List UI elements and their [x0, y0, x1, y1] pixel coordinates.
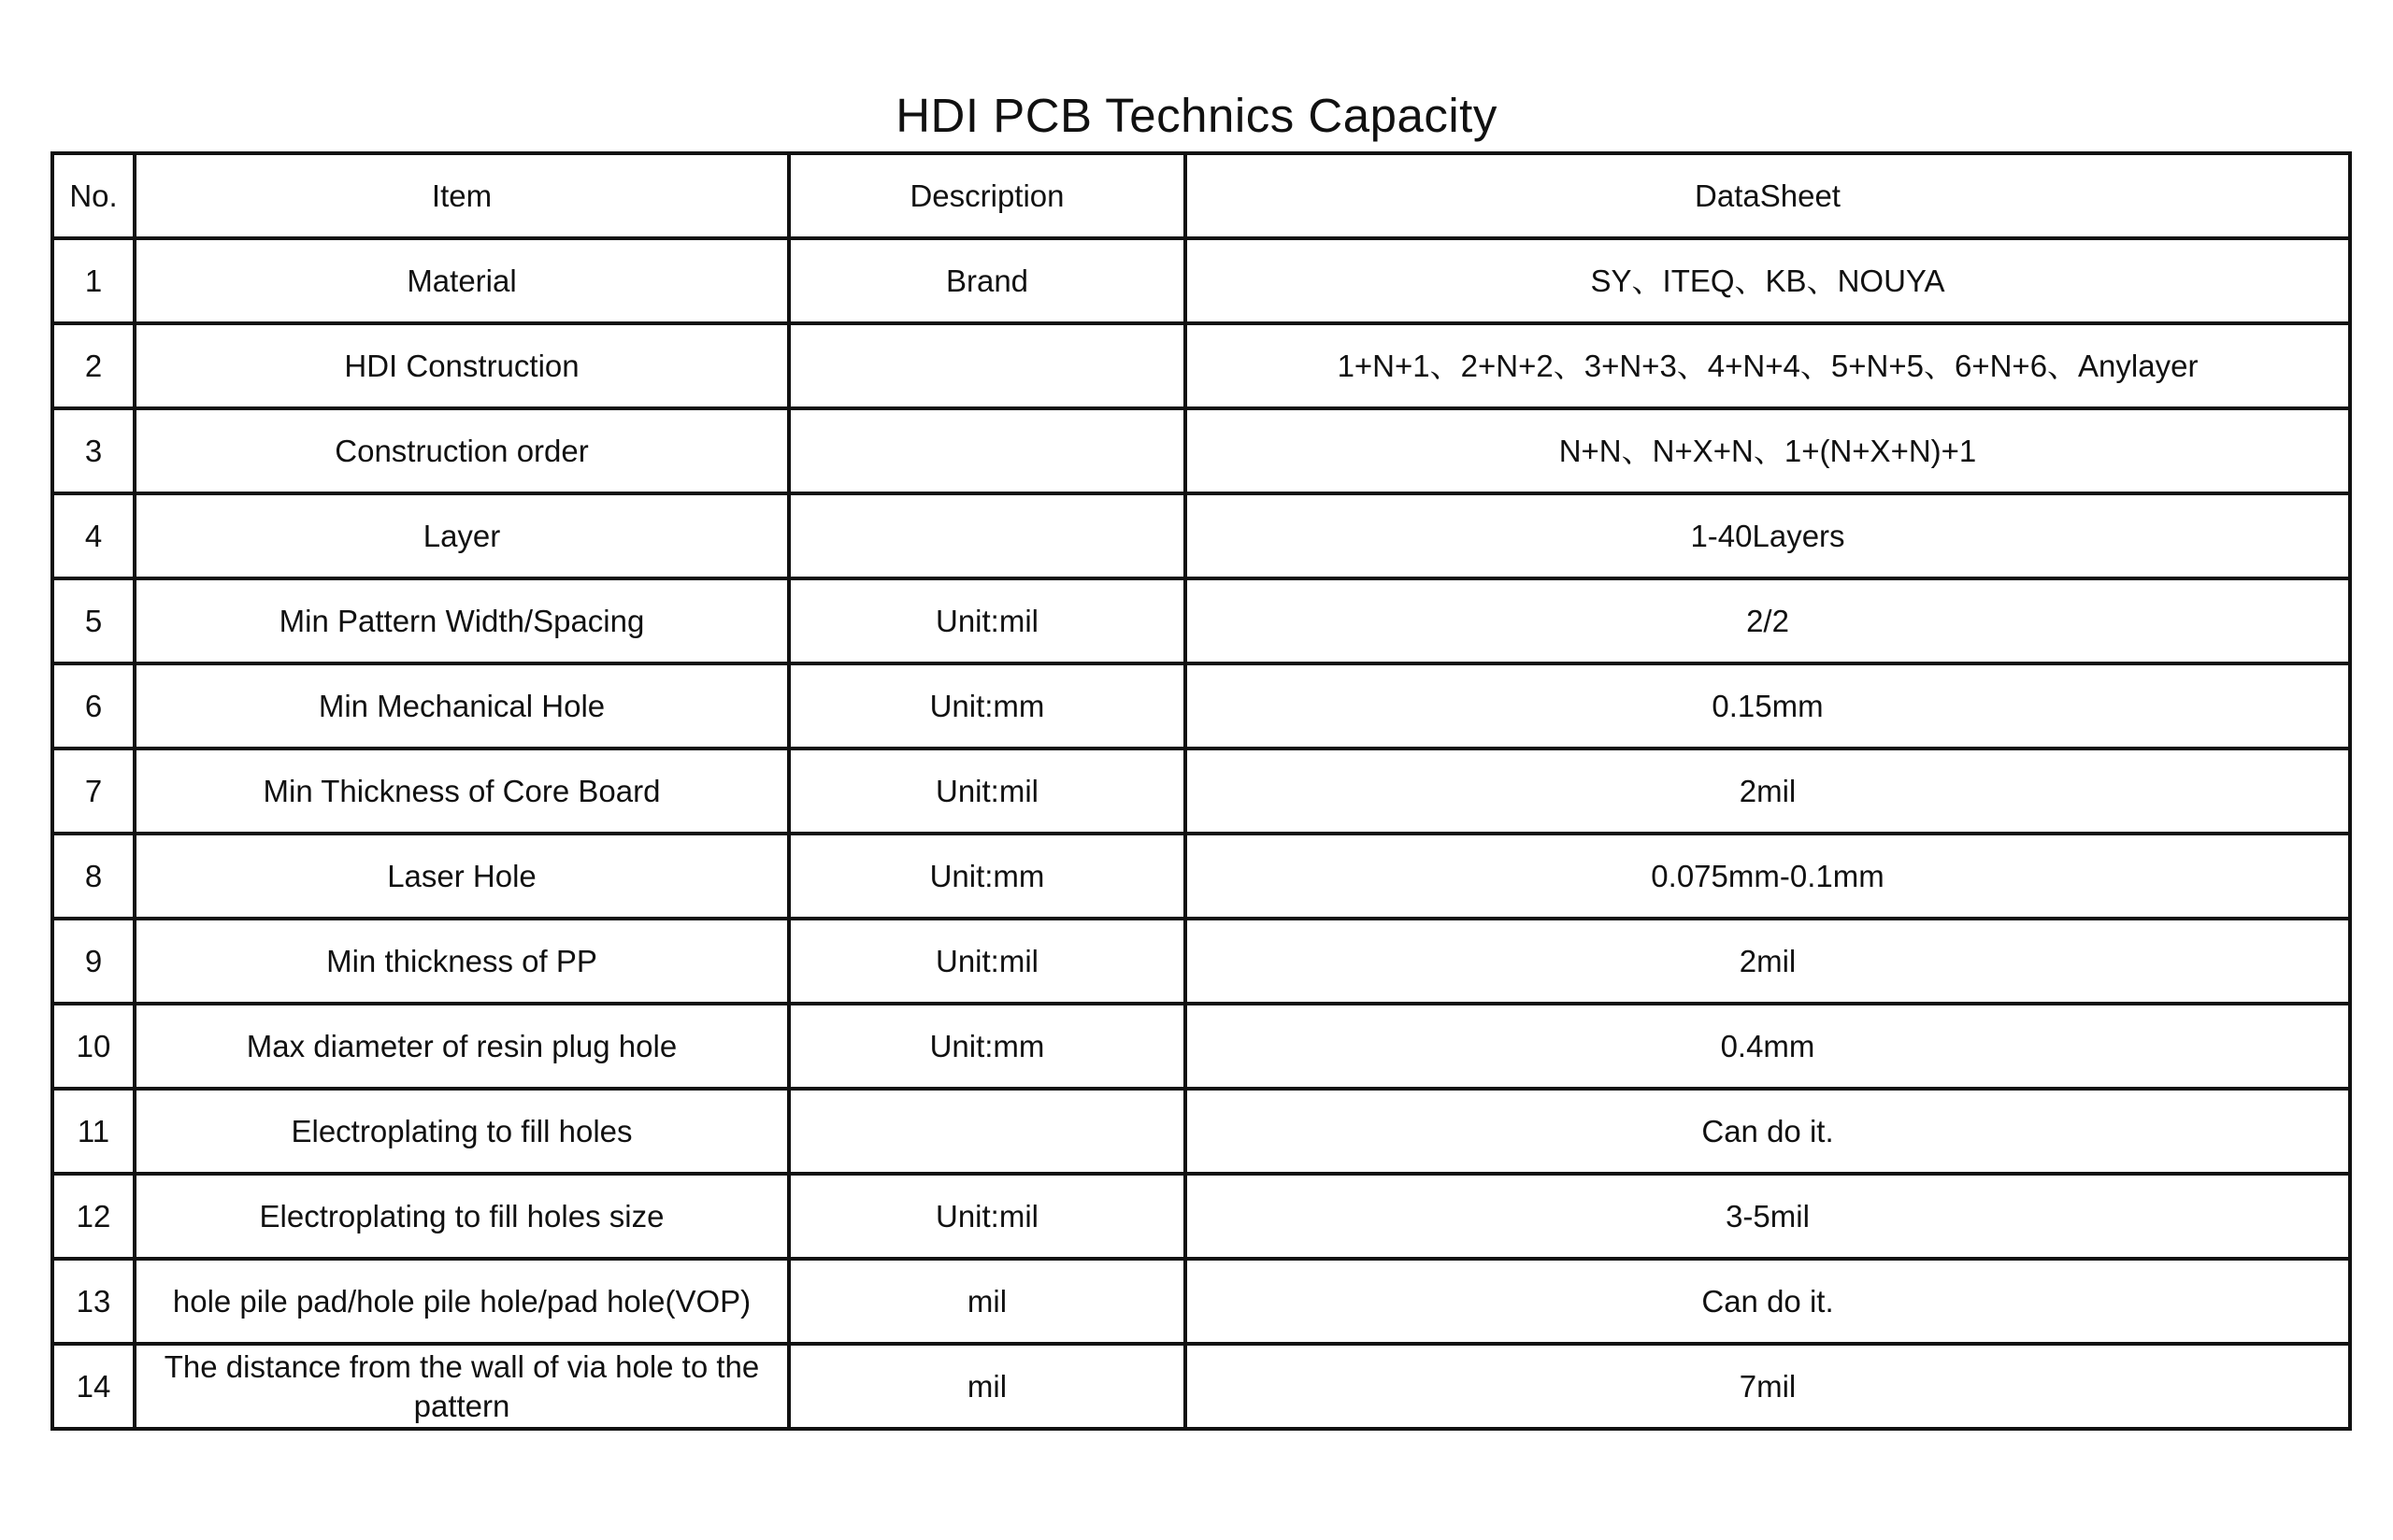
- cell-datasheet: 1-40Layers: [1185, 493, 2350, 578]
- table-row: [52, 238, 2350, 323]
- table-row: [52, 1004, 2350, 1089]
- cell-no: 14: [52, 1344, 135, 1429]
- table-row: [52, 578, 2350, 663]
- spec-table: [50, 151, 2352, 1431]
- cell-description: mil: [789, 1259, 1185, 1344]
- cell-no: 1: [52, 238, 135, 323]
- cell-item: Min thickness of PP: [135, 919, 789, 1004]
- cell-no: 10: [52, 1004, 135, 1089]
- header-no: No.: [52, 153, 135, 238]
- cell-item: Max diameter of resin plug hole: [135, 1004, 789, 1089]
- header-datasheet: DataSheet: [1185, 153, 2350, 238]
- cell-item: Electroplating to fill holes: [135, 1089, 789, 1174]
- cell-no: 13: [52, 1259, 135, 1344]
- table-row: [52, 323, 2350, 408]
- cell-no: 12: [52, 1174, 135, 1259]
- cell-description: Unit:mil: [789, 1174, 1185, 1259]
- cell-no: 6: [52, 663, 135, 749]
- cell-datasheet: SY、ITEQ、KB、NOUYA: [1185, 238, 2350, 323]
- cell-description: Unit:mm: [789, 834, 1185, 919]
- cell-description: Unit:mil: [789, 919, 1185, 1004]
- cell-datasheet: Can do it.: [1185, 1259, 2350, 1344]
- cell-description: Brand: [789, 238, 1185, 323]
- table-row: [52, 408, 2350, 493]
- table-body: [52, 238, 2350, 1429]
- cell-item: Min Thickness of Core Board: [135, 749, 789, 834]
- table-row: [52, 1344, 2350, 1429]
- cell-item: HDI Construction: [135, 323, 789, 408]
- cell-datasheet: 0.4mm: [1185, 1004, 2350, 1089]
- cell-datasheet: 0.075mm-0.1mm: [1185, 834, 2350, 919]
- cell-item: hole pile pad/hole pile hole/pad hole(VOP): [135, 1259, 789, 1344]
- cell-description: [789, 408, 1185, 493]
- header-item: Item: [135, 153, 789, 238]
- cell-description: Unit:mm: [789, 663, 1185, 749]
- cell-item: Laser Hole: [135, 834, 789, 919]
- cell-description: Unit:mm: [789, 1004, 1185, 1089]
- cell-item: Material: [135, 238, 789, 323]
- cell-datasheet: 2mil: [1185, 919, 2350, 1004]
- cell-no: 8: [52, 834, 135, 919]
- cell-no: 5: [52, 578, 135, 663]
- cell-item: Electroplating to fill holes size: [135, 1174, 789, 1259]
- cell-description: [789, 493, 1185, 578]
- cell-no: 9: [52, 919, 135, 1004]
- table-row: [52, 1259, 2350, 1344]
- page-title: HDI PCB Technics Capacity: [896, 89, 1497, 142]
- table-row: [52, 919, 2350, 1004]
- cell-description: Unit:mil: [789, 749, 1185, 834]
- cell-datasheet: 1+N+1、2+N+2、3+N+3、4+N+4、5+N+5、6+N+6、Anylayer: [1185, 323, 2350, 408]
- cell-no: 3: [52, 408, 135, 493]
- table-row: [52, 493, 2350, 578]
- cell-datasheet: N+N、N+X+N、1+(N+X+N)+1: [1185, 408, 2350, 493]
- cell-item: The distance from the wall of via hole to the pattern: [135, 1344, 789, 1429]
- cell-datasheet: 3-5mil: [1185, 1174, 2350, 1259]
- cell-datasheet: 7mil: [1185, 1344, 2350, 1429]
- cell-datasheet: 2mil: [1185, 749, 2350, 834]
- cell-no: 7: [52, 749, 135, 834]
- cell-datasheet: 2/2: [1185, 578, 2350, 663]
- table-row: [52, 1089, 2350, 1174]
- table-row: [52, 749, 2350, 834]
- cell-no: 4: [52, 493, 135, 578]
- header-description: Description: [789, 153, 1185, 238]
- table-row: [52, 834, 2350, 919]
- cell-item: Min Mechanical Hole: [135, 663, 789, 749]
- cell-no: 2: [52, 323, 135, 408]
- cell-description: [789, 1089, 1185, 1174]
- table-header: [52, 153, 2350, 238]
- header-row: [52, 153, 2350, 238]
- cell-item: Min Pattern Width/Spacing: [135, 578, 789, 663]
- cell-item: Construction order: [135, 408, 789, 493]
- cell-datasheet: 0.15mm: [1185, 663, 2350, 749]
- table-row: [52, 1174, 2350, 1259]
- cell-description: Unit:mil: [789, 578, 1185, 663]
- cell-no: 11: [52, 1089, 135, 1174]
- cell-datasheet: Can do it.: [1185, 1089, 2350, 1174]
- cell-description: mil: [789, 1344, 1185, 1429]
- cell-item: Layer: [135, 493, 789, 578]
- cell-description: [789, 323, 1185, 408]
- table-row: [52, 663, 2350, 749]
